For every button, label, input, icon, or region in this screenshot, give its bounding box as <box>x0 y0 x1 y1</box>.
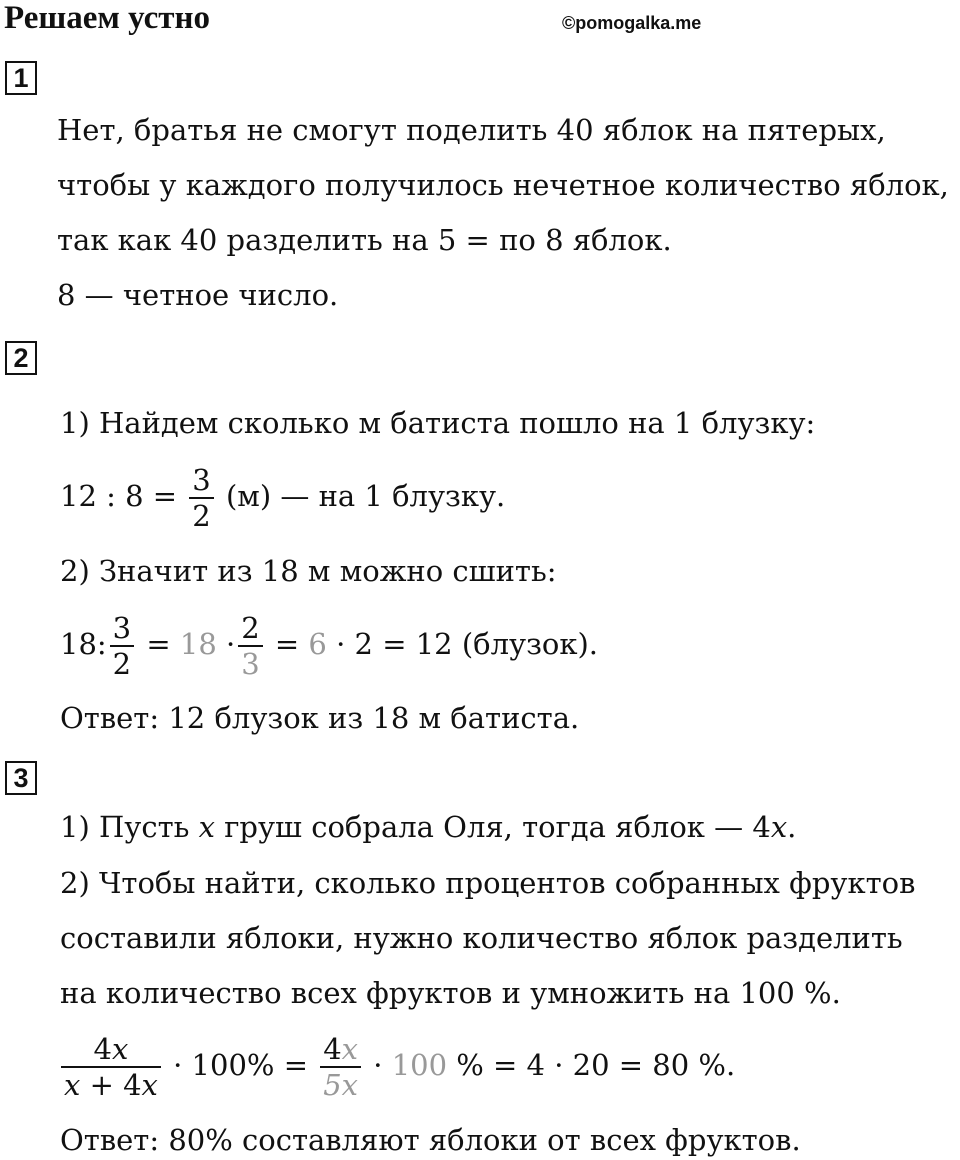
eq3-f2-numerator <box>320 1032 361 1068</box>
eq3-fraction-1 <box>61 1032 161 1102</box>
task2-step-1: 1) Найдем сколько м батиста пошло на 1 блузку: <box>60 406 816 440</box>
eq3-gray-100: 100 <box>391 1048 448 1082</box>
eq2-equals-1: = <box>146 627 171 661</box>
eq3-d1-x: x <box>64 1068 81 1102</box>
eq2-gray-18: 18 <box>179 627 217 661</box>
task2-equation-1 <box>60 463 505 533</box>
task3-equation <box>58 1032 735 1102</box>
task3-line-4: на количество всех фруктов и умножить на 100 %. <box>60 976 841 1010</box>
task3-line-3: составили яблоки, нужно количество яблок разделить <box>60 921 903 955</box>
task2-step-2: 2) Значит из 18 м можно сшить: <box>60 554 557 588</box>
eq2-rest: · 2 = 12 (блузок). <box>336 627 599 661</box>
eq1-numerator: 3 <box>189 463 213 499</box>
eq3-n1-x: x <box>112 1032 129 1066</box>
page-title: Решаем устно <box>4 0 210 36</box>
task-number-2: 2 <box>5 341 37 375</box>
eq2-dot-1: · <box>226 627 236 661</box>
eq2-fraction-1 <box>110 611 134 681</box>
eq3-f2-denominator: 5x <box>323 1068 359 1102</box>
task3-line-2: 2) Чтобы найти, сколько процентов собранных фруктов <box>60 866 916 900</box>
task3-answer: Ответ: 80% составляют яблоки от всех фруктов. <box>60 1123 801 1157</box>
eq2-a: 18: <box>60 627 107 661</box>
task1-line-3: так как 40 разделить на 5 = по 8 яблок. <box>57 223 672 257</box>
eq3-n1: 4 <box>93 1032 112 1066</box>
eq3-dot: · <box>373 1048 383 1082</box>
eq2-equals-2: = <box>274 627 300 661</box>
eq2-fraction-2 <box>238 611 262 681</box>
task3-l1a: 1) Пусть <box>60 810 199 844</box>
eq3-f1-numerator <box>61 1032 161 1068</box>
eq3-mid: · 100% = <box>173 1048 308 1082</box>
eq2-f1-numerator: 3 <box>110 611 134 647</box>
eq2-gray-6: 6 <box>308 627 327 661</box>
eq1-denominator: 2 <box>192 499 211 533</box>
task1-line-1: Нет, братья не смогут поделить 40 яблок на пятерых, <box>57 113 886 147</box>
eq3-d1-x2: x <box>141 1068 158 1102</box>
task3-var-x: x <box>198 810 215 844</box>
watermark: ©pomogalka.me <box>562 13 702 33</box>
eq3-tail: % = 4 · 20 = 80 %. <box>456 1048 736 1082</box>
eq2-f2-denominator: 3 <box>241 647 260 681</box>
task3-line-1 <box>60 809 796 845</box>
task3-var-x-2: x <box>770 810 788 844</box>
eq3-f1-denominator <box>61 1068 161 1102</box>
eq3-n2-x: x <box>341 1032 359 1066</box>
task-number-3: 3 <box>5 761 37 795</box>
task2-equation-2 <box>60 611 598 681</box>
task1-line-2: чтобы у каждого получилось нечетное количество яблок, <box>57 168 949 202</box>
task3-l1d: . <box>787 810 797 844</box>
eq2-f1-denominator: 2 <box>112 647 132 681</box>
eq1-fraction <box>189 463 213 533</box>
task-number-1: 1 <box>5 61 37 95</box>
eq3-n2: 4 <box>323 1032 342 1066</box>
eq1-lhs: 12 : 8 = <box>60 479 178 513</box>
eq1-rhs: (м) — на 1 блузку. <box>225 479 506 513</box>
task1-line-4: 8 — четное число. <box>57 278 339 312</box>
eq3-fraction-2 <box>320 1032 361 1102</box>
eq3-d1b: + 4 <box>80 1068 142 1102</box>
task3-l1b: груш собрала Оля, тогда яблок — 4 <box>215 810 771 844</box>
task2-answer: Ответ: 12 блузок из 18 м батиста. <box>60 701 580 735</box>
eq2-f2-numerator: 2 <box>238 611 262 647</box>
